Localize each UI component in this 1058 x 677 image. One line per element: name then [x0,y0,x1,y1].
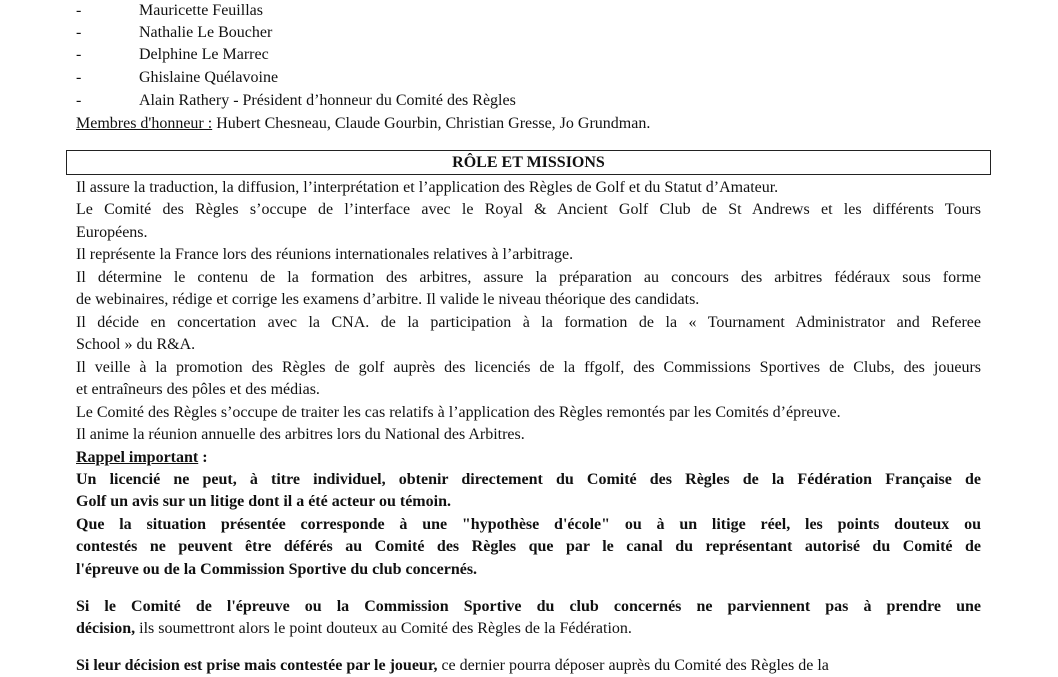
reminder-text-line: contestés ne peuvent être déférés au Comité des Règles que par le canal du représentant autorisé du Comité de [76,538,981,555]
reminder-text-line: l'épreuve ou de la Commission Sportive du club concernés. [76,561,478,578]
text-line: Le Comité des Règles s’occupe de l’interface avec le Royal & Ancient Golf Club de St Andrews et les différents Tours [76,201,981,218]
text-line: Il assure la traduction, la diffusion, l’interprétation et l’application des Règles de Golf et du Statut d’Amateur. [76,179,779,196]
honorary-names: Hubert Chesneau, Claude Gourbin, Christian Gresse, Jo Grundman. [212,115,651,132]
honorary-members [76,113,650,135]
list-dash: - [76,46,82,63]
reminder-bold-part: décision, [76,620,136,637]
text-line: Il détermine le contenu de la formation des arbitres, assure la préparation au concours des arbitres fédéraux sous forme [76,269,981,286]
member-name: Delphine Le Marrec [139,46,269,63]
text-line: et entraîneurs des pôles et des médias. [76,381,320,398]
section-title-box [66,150,991,175]
reminder-text-line [76,655,829,677]
reminder-regular-part: ils soumettront alors le point douteux au Comité des Règles de la Fédération. [135,620,632,637]
reminder-text-line: Un licencié ne peut, à titre individuel, obtenir directement du Comité des Règles de la Fédération Française de [76,471,981,488]
text-line: Européens. [76,224,148,241]
text-line: School » du R&A. [76,336,196,353]
text-line: Il anime la réunion annuelle des arbitres lors du National des Arbitres. [76,426,525,443]
text-line: Il décide en concertation avec la CNA. de la participation à la formation de la « Tournament Administrator and Referee [76,314,981,331]
text-line: Il veille à la promotion des Règles de golf auprès des licenciés de la ffgolf, des Commissions Sportives de Clubs, des joueurs [76,359,981,376]
list-dash: - [76,92,82,109]
list-dash: - [76,69,82,86]
member-name: Mauricette Feuillas [139,2,263,19]
reminder-text-line: Golf un avis sur un litige dont il a été acteur ou témoin. [76,493,451,510]
member-name: Ghislaine Quélavoine [139,69,279,86]
text-line: Il représente la France lors des réunions internationales relatives à l’arbitrage. [76,246,574,263]
reminder-label: Rappel important [76,449,199,466]
section-title: RÔLE ET MISSIONS [452,153,605,171]
list-dash: - [76,2,82,19]
reminder-text-line [76,618,632,640]
reminder-heading [76,447,208,469]
reminder-bold-part: Si leur décision est prise mais contestée par le joueur, [76,657,438,674]
reminder-text-line: Que la situation présentée corresponde à une "hypothèse d'école" ou à un litige réel, les points douteux ou [76,516,981,533]
reminder-colon: : [198,449,208,466]
member-name: Alain Rathery - Président d’honneur du Comité des Règles [139,92,516,109]
list-dash: - [76,24,82,41]
text-line: de webinaires, rédige et corrige les examens d’arbitre. Il valide le niveau théorique des candidats. [76,291,700,308]
member-name: Nathalie Le Boucher [139,24,273,41]
reminder-regular-part: ce dernier pourra déposer auprès du Comité des Règles de la [437,657,829,674]
honorary-label: Membres d'honneur : [76,115,213,132]
text-line: Le Comité des Règles s’occupe de traiter les cas relatifs à l’application des Règles remontés par les Comités d’épreuve. [76,404,841,421]
reminder-text-line: Si le Comité de l'épreuve ou la Commission Sportive du club concernés ne parviennent pas à prendre une [76,598,981,615]
